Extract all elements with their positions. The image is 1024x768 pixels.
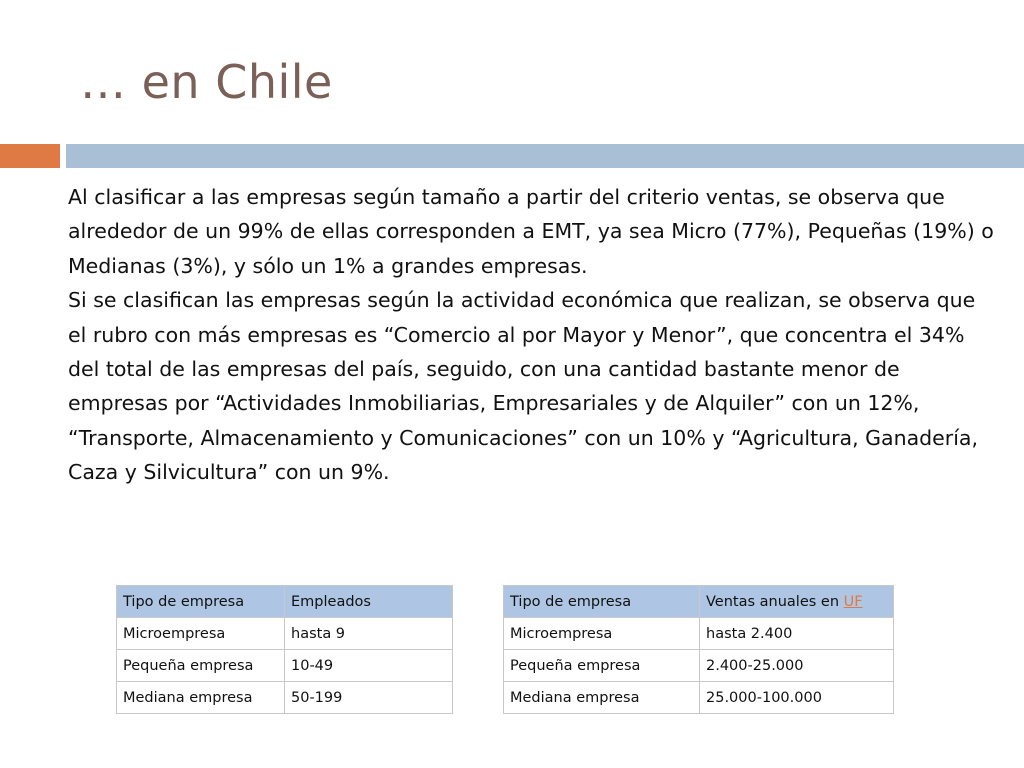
paragraph-economic-activity: Si se clasifican las empresas según la actividad económica que realizan, se observa que el rubro con más empresas es “Comercio al por Mayor y Menor”, que concentra el 34% del total de las empresas del país, seguido, con una cantidad bastante menor de empresas por “Actividades Inmobiliarias, Empresariales y de Alquiler” con un 12%, “Transporte, Almacenamiento y Comunicaciones” con un 10% y “Agricultura, Ganadería, Caza y Silvicultura” con un 9%. [68,288,978,485]
table-cell: hasta 2.400 [700,618,894,650]
table-header-row [504,586,894,618]
table-cell: Pequeña empresa [504,650,700,682]
accent-bar-orange [0,144,60,168]
header-company-type: Tipo de empresa [117,586,285,618]
uf-link[interactable]: UF [843,593,863,610]
accent-bar-blue [66,144,1024,168]
table-cell: hasta 9 [285,618,453,650]
table-row [504,650,894,682]
table-row [117,650,453,682]
sales-table [503,585,894,714]
table-cell: Microempresa [504,618,700,650]
slide-title: … en Chile [80,55,333,109]
table-cell: 10-49 [285,650,453,682]
table-cell: Mediana empresa [117,682,285,714]
table-cell: 25.000-100.000 [700,682,894,714]
header-annual-sales-label: Ventas anuales en [706,593,844,610]
table-cell: 50-199 [285,682,453,714]
header-annual-sales [700,586,894,618]
table-row [504,682,894,714]
table-cell: 2.400-25.000 [700,650,894,682]
table-row [117,682,453,714]
table-header-row [117,586,453,618]
table-cell: Mediana empresa [504,682,700,714]
body-text [68,180,998,490]
table-cell: Pequeña empresa [117,650,285,682]
employees-table [116,585,453,714]
table-cell: Microempresa [117,618,285,650]
header-company-type: Tipo de empresa [504,586,700,618]
table-row [117,618,453,650]
header-employees: Empleados [285,586,453,618]
paragraph-company-size: Al clasificar a las empresas según tamaño a partir del criterio ventas, se observa que alrededor de un 99% de ellas corresponden a EMT, ya sea Micro (77%), Pequeñas (19%) o Medianas (3%), y sólo un 1% a grandes empresas. [68,185,994,278]
table-row [504,618,894,650]
